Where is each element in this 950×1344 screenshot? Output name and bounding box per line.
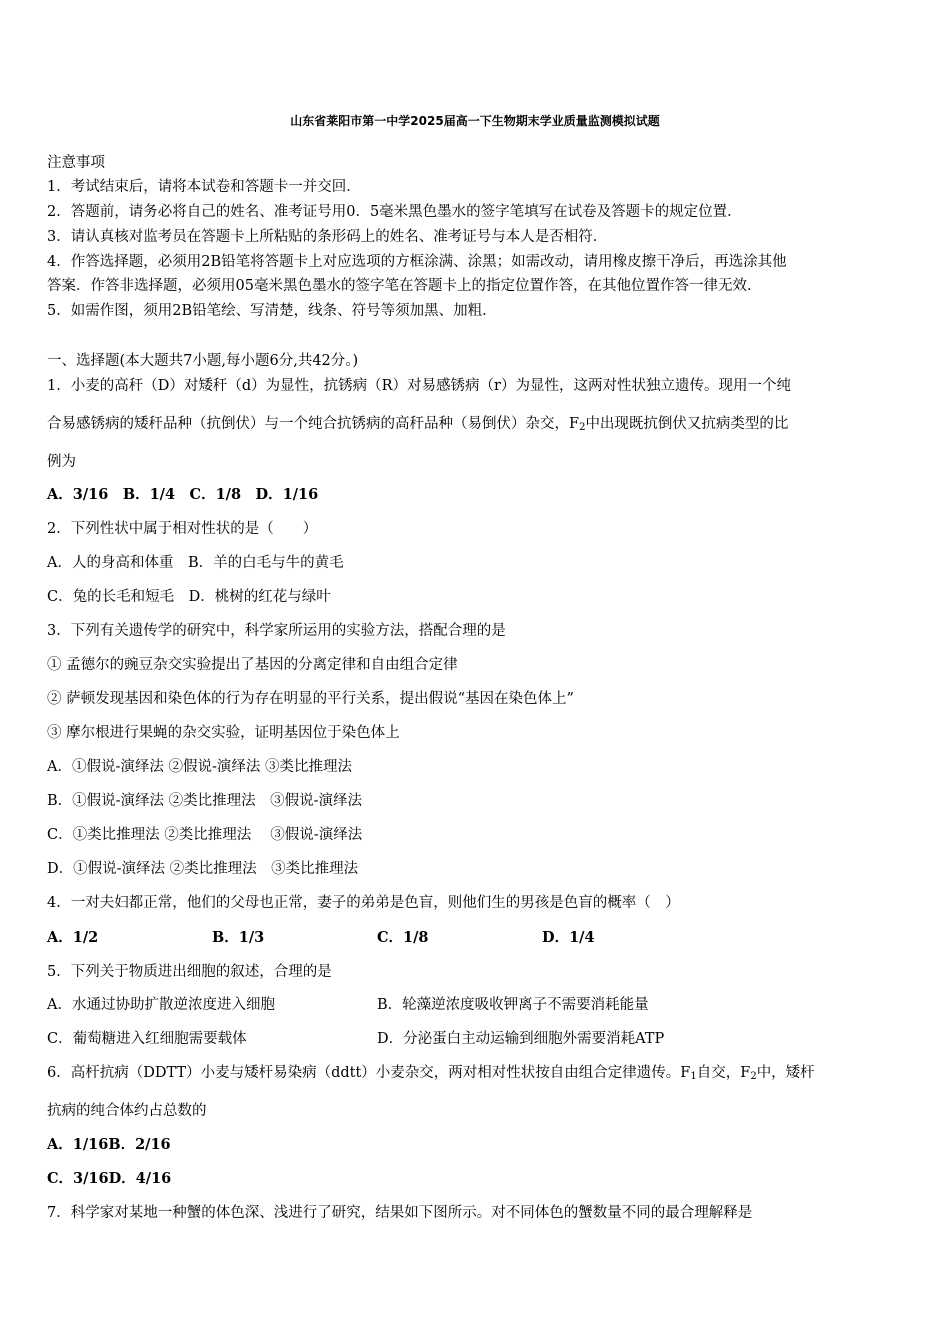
question-1-stem-line2: 合易感锈病的矮秆品种（抗倒伏）与一个纯合抗锈病的高秆品种（易倒伏）杂交，$F_2$中出现既抗倒伏又抗病类型的比	[47, 416, 789, 433]
page-title: 山东省莱阳市第一中学2025届高一下生物期末学业质量监测模拟试题	[290, 114, 660, 128]
question-3-statement: ③ 摩尔根进行果蝇的杂交实验，证明基因位于染色体上	[47, 725, 400, 741]
question-3-statement: ② 萨顿发现基因和染色体的行为存在明显的平行关系，提出假说“基因在染色体上”	[47, 691, 574, 707]
question-1-options: A．3/16 B．1/4 C．1/8 D．1/16	[47, 486, 319, 503]
question-3-option-d: D．①假说-演绎法 ②类比推理法 ③类比推理法	[47, 861, 359, 877]
question-6-stem-line2: 抗病的纯合体约占总数的	[47, 1103, 207, 1119]
option-d: D．桃树的红花与绿叶	[188, 589, 331, 605]
question-6-stem: 6．高杆抗病（DDTT）小麦与矮杆易染病（ddtt）小麦杂交，两对相对性状按自由组合定律遗传。$F_1$自交，$F_2$中，矮杆	[47, 1065, 815, 1082]
question-6-options-cd: C．3/16D．4/16	[47, 1170, 172, 1187]
question-2-options-ab	[47, 553, 344, 573]
option-a: A．人的身高和体重	[47, 555, 174, 571]
question-4-option-b: B．1/3	[212, 929, 265, 946]
question-6-options-ab: A．1/16B．2/16	[47, 1136, 171, 1153]
notice-item: 答案．作答非选择题，必须用05毫米黑色墨水的签字笔在答题卡上的指定位置作答，在其他位置作答一律无效．	[47, 278, 762, 294]
question-3-option-a: A．①假说-演绎法 ②假说-演绎法 ③类比推理法	[47, 759, 352, 775]
question-2-stem: 2．下列性状中属于相对性状的是（ ）	[47, 521, 318, 537]
question-5-option-d: D．分泌蛋白主动运输到细胞外需要消耗ATP	[377, 1031, 665, 1047]
question-5-option-a: A．水通过协助扩散逆浓度进入细胞	[47, 997, 275, 1013]
question-7-stem: 7．科学家对某地一种蟹的体色深、浅进行了研究，结果如下图所示。对不同体色的蟹数量不同的最合理解释是	[47, 1205, 753, 1221]
notice-heading: 注意事项	[47, 155, 105, 171]
question-4-option-d: D．1/4	[542, 929, 595, 946]
question-3-option-c: C．①类比推理法 ②类比推理法 ③假说-演绎法	[47, 827, 363, 843]
notice-item: 1．考试结束后，请将本试卷和答题卡一并交回．	[47, 179, 361, 195]
question-4-option-a: A．1/2	[47, 929, 99, 946]
question-5-option-c: C．葡萄糖进入红细胞需要载体	[47, 1031, 247, 1047]
option-b: B．羊的白毛与牛的黄毛	[187, 555, 344, 571]
notice-item: 5．如需作图，须用2B铅笔绘、写清楚，线条、符号等须加黑、加粗．	[47, 303, 497, 319]
question-1-stem-line3: 例为	[47, 454, 76, 470]
question-3-stem: 3．下列有关遗传学的研究中，科学家所运用的实验方法，搭配合理的是	[47, 623, 506, 639]
question-5-stem: 5．下列关于物质进出细胞的叙述，合理的是	[47, 964, 332, 980]
notice-item: 4．作答选择题，必须用2B铅笔将答题卡上对应选项的方框涂满、涂黑；如需改动，请用橡皮擦干净后，再选涂其他	[47, 254, 787, 270]
question-3-option-b: B．①假说-演绎法 ②类比推理法 ③假说-演绎法	[47, 793, 363, 809]
section-heading: 一、选择题(本大题共7小题,每小题6分,共42分。)	[47, 353, 359, 369]
notice-item: 2．答题前，请务必将自己的姓名、准考证号用0．5毫米黑色墨水的签字笔填写在试卷及答题卡的规定位置．	[47, 204, 742, 220]
question-4-stem: 4．一对夫妇都正常，他们的父母也正常，妻子的弟弟是色盲，则他们生的男孩是色盲的概率（ ）	[47, 895, 680, 911]
question-2-options-cd	[47, 587, 331, 607]
notice-item: 3．请认真核对监考员在答题卡上所粘贴的条形码上的姓名、准考证号与本人是否相符．	[47, 229, 608, 245]
question-3-statement: ① 孟德尔的豌豆杂交实验提出了基因的分离定律和自由组合定律	[47, 657, 458, 673]
question-1-stem: 1．小麦的高秆（D）对矮秆（d）为显性，抗锈病（R）对易感锈病（r）为显性，这两对性状独立遗传。现用一个纯	[47, 378, 791, 394]
question-5-option-b: B．轮藻逆浓度吸收钾离子不需要消耗能量	[377, 997, 649, 1013]
question-4-option-c: C．1/8	[377, 929, 429, 946]
option-c: C．兔的长毛和短毛	[47, 589, 175, 605]
